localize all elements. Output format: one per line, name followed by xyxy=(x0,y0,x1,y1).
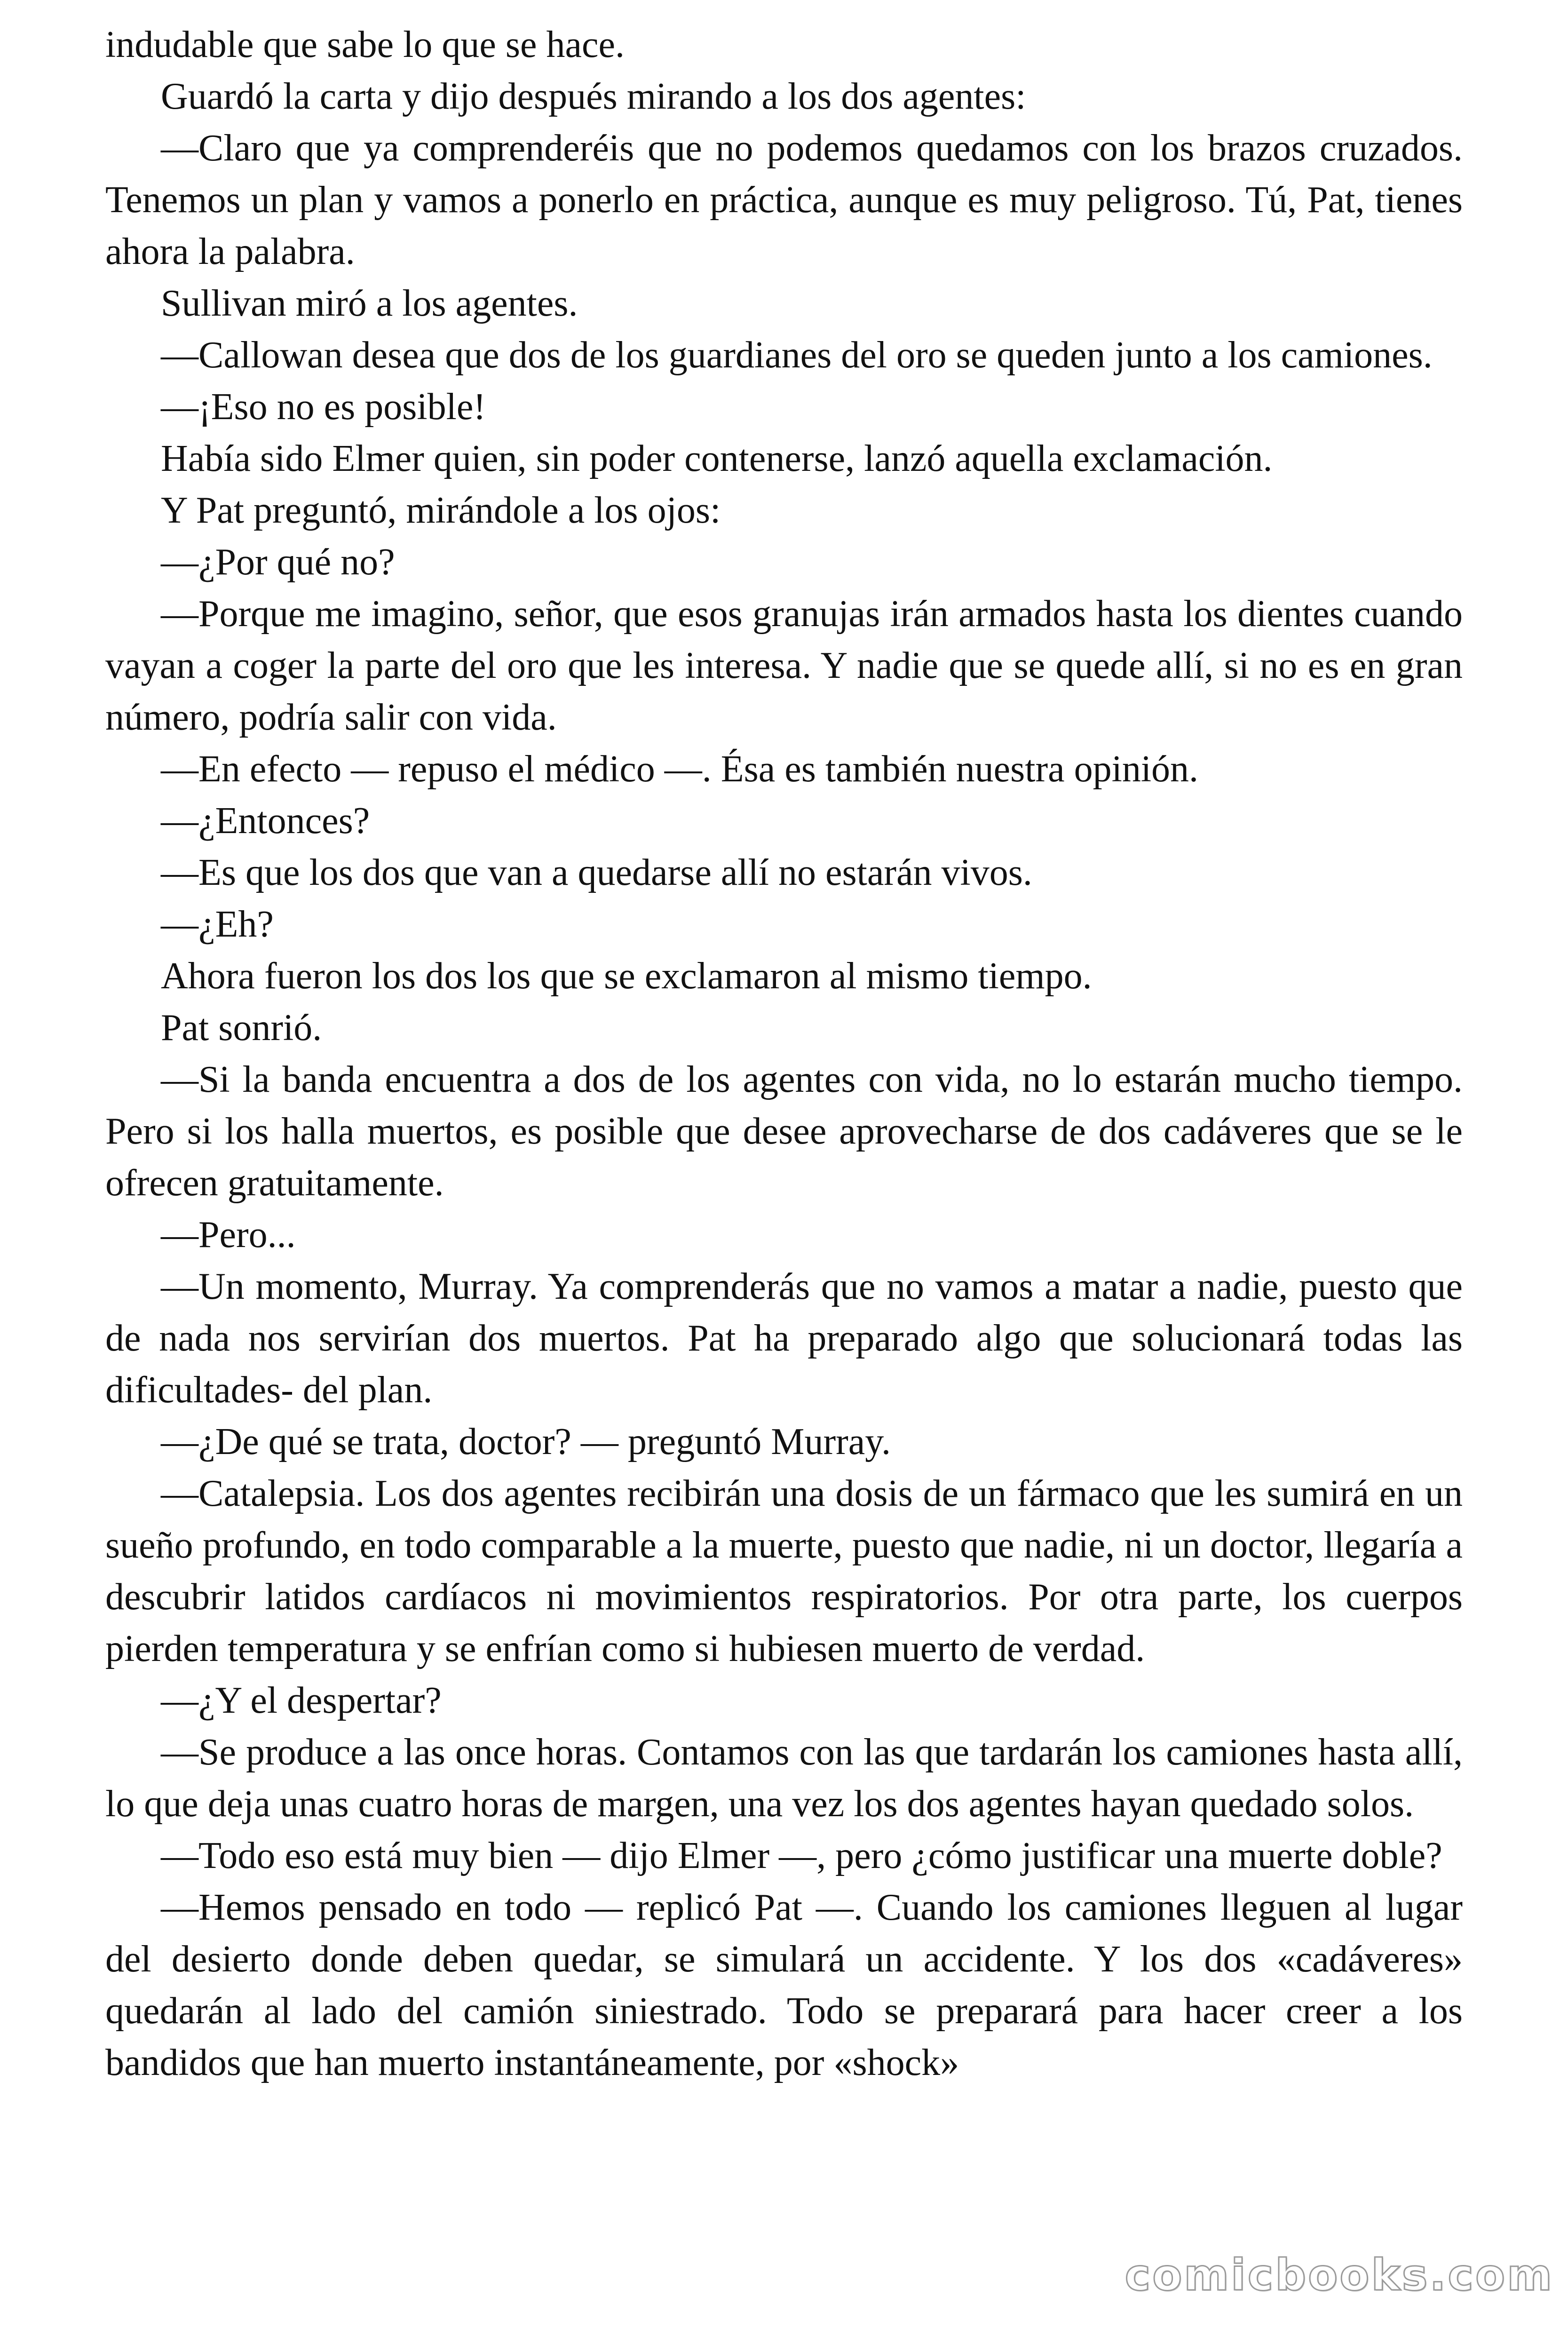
paragraph: Y Pat preguntó, mirándole a los ojos: xyxy=(161,490,721,531)
paragraph: —Porque me imagino, señor, que esos granujas irán armados hasta los dientes cuando vayan a coger la parte del oro que les interesa. Y nadie que se quede allí, si no es en gran número, podría salir con vida. xyxy=(105,593,1463,738)
paragraph: indudable que sabe lo que se hace. xyxy=(105,24,625,65)
paragraph: —Un momento, Murray. Ya comprenderás que no vamos a matar a nadie, puesto que de nada nos servirían dos muertos. Pat ha preparado algo que solucionará todas las dificultades- del plan. xyxy=(105,1266,1463,1411)
paragraph: —¿Entonces? xyxy=(161,800,370,842)
paragraph: —Se produce a las once horas. Contamos con las que tardarán los camiones hasta allí, lo que deja unas cuatro horas de margen, una vez los dos agentes hayan quedado solos. xyxy=(105,1732,1463,1825)
paragraph: —Callowan desea que dos de los guardianes del oro se queden junto a los camiones. xyxy=(161,334,1433,376)
paragraph: Ahora fueron los dos los que se exclamaron al mismo tiempo. xyxy=(161,955,1092,997)
paragraph: Sullivan miró a los agentes. xyxy=(161,283,578,324)
paragraph: Había sido Elmer quien, sin poder contenerse, lanzó aquella exclamación. xyxy=(161,438,1273,479)
paragraph: —Catalepsia. Los dos agentes recibirán una dosis de un fármaco que les sumirá en un sueño profundo, en todo comparable a la muerte, puesto que nadie, ni un doctor, llegaría a descubrir latidos cardíacos ni movimientos respiratorios. Por otra parte, los cuerpos pierden temperatura y se enfrían como si hubiesen muerto de verdad. xyxy=(105,1473,1463,1669)
paragraph: —Es que los dos que van a quedarse allí no estarán vivos. xyxy=(161,852,1032,893)
paragraph: Pat sonrió. xyxy=(161,1007,322,1049)
paragraph: Guardó la carta y dijo después mirando a los dos agentes: xyxy=(161,76,1026,117)
paragraph: —Pero... xyxy=(161,1214,296,1255)
paragraph: —En efecto — repuso el médico —. Ésa es también nuestra opinión. xyxy=(161,748,1199,790)
paragraph: —¿Por qué no? xyxy=(161,541,395,583)
paragraph: —¿De qué se trata, doctor? — preguntó Murray. xyxy=(161,1421,891,1462)
paragraph: —¿Eh? xyxy=(161,904,274,945)
paragraph: —Claro que ya comprenderéis que no podemos quedamos con los brazos cruzados. Tenemos un plan y vamos a ponerlo en práctica, aunque es muy peligroso. Tú, Pat, tienes ahora la palabra. xyxy=(105,127,1463,272)
page-body-text xyxy=(105,19,1463,2089)
paragraph: —¡Eso no es posible! xyxy=(161,386,486,428)
paragraph: —Hemos pensado en todo — replicó Pat —. Cuando los camiones lleguen al lugar del desierto donde deben quedar, se simulará un accidente. Y los dos «cadáveres» quedarán al lado del camión siniestrado. Todo se preparará para hacer creer a los bandidos que han muerto instantáneamente, por «shock» xyxy=(105,1887,1463,2083)
paragraph: —Si la banda encuentra a dos de los agentes con vida, no lo estarán mucho tiempo. Pero si los halla muertos, es posible que desee aprovecharse de dos cadáveres que se le ofrecen gratuitamente. xyxy=(105,1059,1463,1204)
paragraph: —Todo eso está muy bien — dijo Elmer —, pero ¿cómo justificar una muerte doble? xyxy=(161,1835,1442,1876)
paragraph: —¿Y el despertar? xyxy=(161,1680,442,1721)
watermark: comicbooks.com xyxy=(1125,2250,1554,2300)
